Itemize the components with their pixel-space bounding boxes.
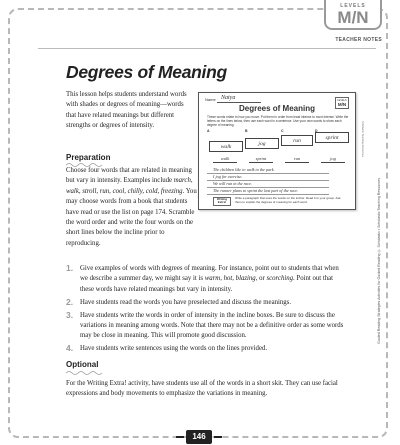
ws-level-label: LEVELS — [337, 99, 347, 102]
step-text: Give examples of words with degrees of meaning. For instance, point out to students that when we describe a summer day, we might say it is — [80, 265, 339, 283]
levels-label: LEVELS — [340, 3, 366, 9]
ws-letter-b: B — [245, 129, 248, 133]
ws-name-label: Name — [205, 97, 216, 102]
ws-title: Degrees of Meaning — [238, 104, 315, 113]
page-number: 146 — [186, 430, 212, 444]
ws-word-box: sprint — [315, 132, 349, 143]
step-number: 4. — [66, 343, 74, 354]
levels-tab — [324, 0, 382, 30]
step-text: . Point out that these words have related meanings but vary in intensity. — [80, 275, 334, 293]
step-number: 2. — [66, 296, 74, 307]
ws-scrambled-word: jog — [321, 155, 345, 163]
worksheet-thumbnail — [198, 92, 364, 210]
side-credit: Guided Reading Strategies Activities for Guided Reading © Scholastic • Scholastic Teaching Resources — [377, 178, 381, 344]
page-title: Degrees of Meaning — [66, 62, 227, 82]
ws-letter-d: D — [315, 129, 318, 133]
step-italic: warm, hot, blazing, — [204, 275, 258, 283]
ws-name-line — [217, 102, 261, 103]
ws-word-box: walk — [209, 141, 243, 152]
ws-word-box: jog — [245, 138, 279, 149]
ws-writing-extra-badge: Writing Extra! — [213, 197, 231, 206]
step-text: or — [257, 275, 267, 283]
ws-scrambled-row — [207, 155, 349, 164]
intro-paragraph: This lesson helps students understand words with shades or degrees of meaning—words that have related meanings but different strengths or degrees of intensity. — [66, 91, 187, 129]
list-item — [66, 298, 348, 308]
step-text: Have students read the words you have preselected and discuss the meanings. — [80, 298, 292, 306]
prep-examples: march, walk, stroll, run, cool, chilly, cold, freezing — [66, 177, 193, 195]
ws-scrambled-word: walk — [213, 155, 237, 163]
ws-incline — [207, 129, 349, 153]
ws-name-value: Natya — [221, 95, 236, 101]
ws-letter-c: C — [281, 129, 284, 133]
optional-heading: Optional — [66, 360, 99, 369]
step-text: Have students write the words in order of intensity in the incline boxes. Be sure to discuss the variations in meaning among words. Note that there may not be a definitive order as some words may be close in meaning. This will promote good discussion. — [80, 311, 344, 340]
prep-text-after: . You may choose words from a book that students have read or use the list on page 174. Scramble the word order and write the four words on the short lines below the incline prior to reproducing. — [66, 187, 197, 247]
ws-copyright: Scholastic Teaching Resources — [361, 121, 364, 157]
steps-list — [66, 264, 348, 358]
step-number: 3. — [66, 309, 74, 320]
step-text: Have students write sentences using the words on the lines provided. — [80, 345, 268, 353]
optional-text: For the Writing Extra! activity, have students use all of the words in a short skit. They can use facial expressions and body movements to emphasize the variations in meaning. — [66, 380, 338, 398]
ws-sentence: I jog for exercise. — [213, 174, 243, 179]
prep-text-before: Choose four words that are related in meaning but vary in intensity. Examples include — [66, 167, 192, 185]
ws-sentence: The runner plans to sprint the last part of the race. — [213, 188, 299, 193]
ws-line — [207, 194, 329, 195]
ws-scrambled-word: sprint — [249, 155, 273, 163]
ws-word-box: run — [281, 135, 313, 146]
header-divider — [38, 48, 376, 49]
ws-letter-a: A — [207, 129, 210, 133]
preparation-heading: Preparation — [66, 153, 111, 162]
teacher-notes-label: TEACHER NOTES — [335, 37, 382, 43]
ws-scrambled-word: run — [285, 155, 309, 163]
step-number: 1. — [66, 263, 74, 273]
ws-writing-extra-text: Write a paragraph that uses the words on the incline. Read it to your group. Ask them to explain the degrees of meaning for each word. — [235, 196, 341, 204]
ws-sentence: We will run in the race. — [213, 181, 253, 186]
list-item — [66, 311, 348, 342]
ws-level-value: M/N — [337, 102, 347, 107]
list-item — [66, 344, 348, 354]
ws-sentence: The children like to walk to the park. — [213, 167, 275, 172]
step-italic: scorching — [266, 275, 294, 283]
preparation-text — [66, 166, 198, 249]
ws-instructions: These words relate to how you move. Put them in order from least intense to most intense. Write the letters on the lines below, then use each word in a sentence. Use your own words to show each degree of meaning. — [207, 115, 349, 127]
list-item — [66, 264, 348, 295]
levels-value: M/N — [337, 8, 369, 27]
squiggle-divider-icon — [66, 370, 104, 375]
